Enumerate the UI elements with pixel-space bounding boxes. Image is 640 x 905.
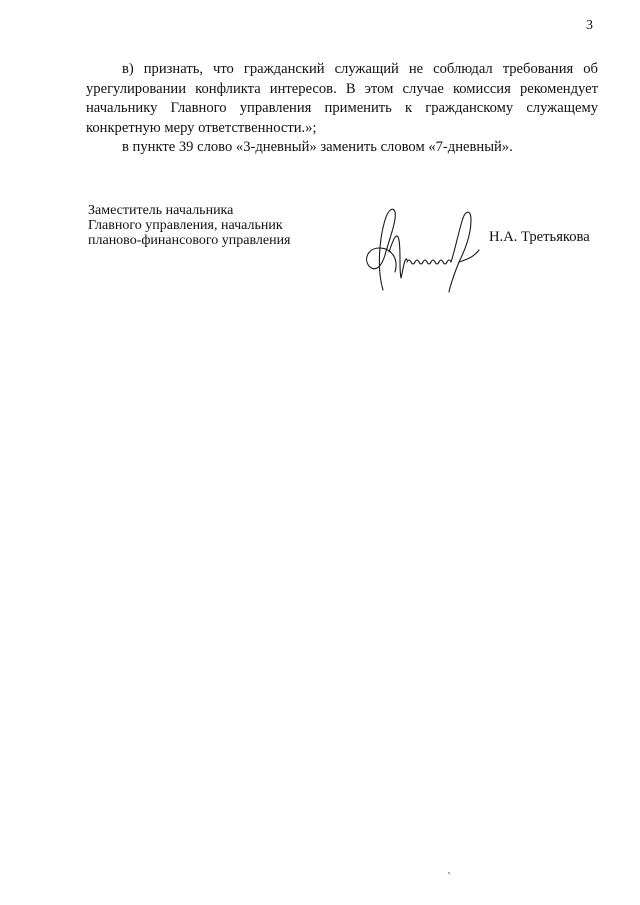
- signatory-position-line: Главного управления, начальник: [88, 218, 283, 233]
- paragraph-point-39: в пункте 39 слово «3-дневный» заменить словом «7-дневный».: [122, 139, 513, 155]
- handwritten-signature: [355, 200, 495, 300]
- signatory-position: [88, 203, 291, 248]
- signer-name: Н.А. Третьякова: [489, 229, 590, 245]
- paragraph-clause-v: в) признать, что гражданский служащий не соблюдал требования об урегулировании конфликта интересов. В этом случае комиссия рекомендует начальнику Главного управления применить к гражданскому служащему конкретную меру ответственности.»;: [86, 61, 598, 136]
- document-body: [86, 60, 598, 158]
- signatory-position-line: планово-финансового управления: [88, 233, 291, 248]
- page-number: 3: [586, 18, 593, 33]
- signatory-position-line: Заместитель начальника: [88, 203, 234, 218]
- scan-dot: [448, 872, 450, 874]
